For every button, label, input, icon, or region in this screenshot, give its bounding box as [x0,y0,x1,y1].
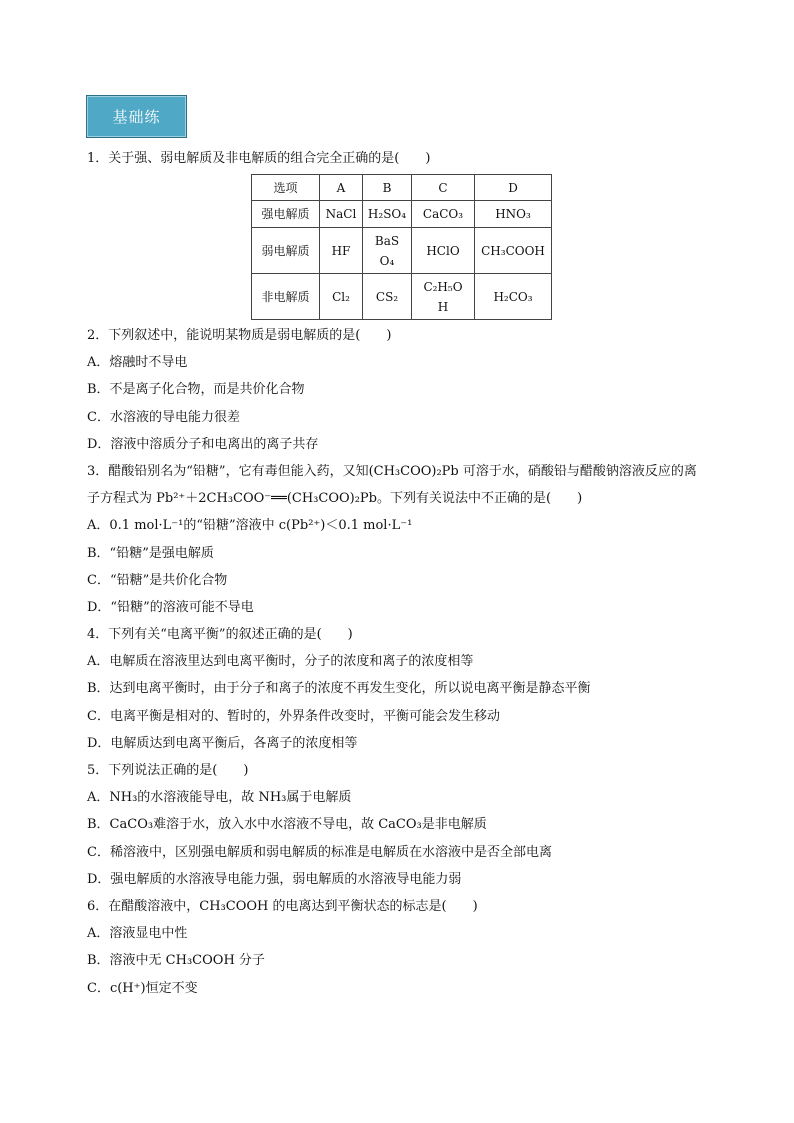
table-cell: D [475,175,552,201]
table-header-row [252,175,552,201]
question-4: 4．下列有关“电离平衡”的叙述正确的是( ) [87,627,353,643]
option-c: C．“铅糖”是共价化合物 [87,572,228,588]
answer-choice-table [251,174,552,320]
option-b: B．“铅糖”是强电解质 [87,545,214,561]
table-cell: NaCl [320,201,363,228]
table-cell: B [363,175,412,201]
option-c: C．c(H⁺)恒定不变 [87,980,198,996]
question-content [87,146,727,1002]
option-d: D．“铅糖”的溶液可能不导电 [87,599,254,615]
option-a: A．熔融时不导电 [87,355,188,371]
section-title-badge: 基础练 [86,95,187,138]
option-c: C．电离平衡是相对的、暂时的，外界条件改变时，平衡可能会发生移动 [87,708,500,724]
table-cell [363,228,412,274]
question-5: 5．下列说法正确的是( ) [87,763,249,778]
table-cell: Cl₂ [320,274,363,320]
option-d: D．溶液中溶质分子和电离出的离子共存 [87,436,319,452]
table-cell-text: CH₃COOH [481,243,545,258]
table-cell: 弱电解质 [252,228,320,274]
option-c: C．稀溶液中，区别强电解质和弱电解质的标准是电解质在水溶液中是否全部电离 [87,844,552,860]
table-cell [475,228,552,274]
table-cell: 选项 [252,175,320,201]
question-2: 2．下列叙述中，能说明某物质是弱电解质的是( ) [87,328,392,343]
option-c: C．水溶液的导电能力很差 [87,409,240,425]
option-b: B．溶液中无 CH₃COOH 分子 [87,953,265,969]
table-row [252,228,552,274]
table-cell: A [320,175,363,201]
question-6: 6．在醋酸溶液中，CH₃COOH 的电离达到平衡状态的标志是( ) [87,898,478,914]
table-cell: C [412,175,475,201]
table-cell: H₂CO₃ [475,274,552,320]
question-3-line-2: 子方程式为 Pb²⁺＋2CH₃COO⁻══(CH₃COO)₂Pb。下列有关说法中不正确的是( ) [87,491,583,507]
table-cell: HF [320,228,363,274]
question-3-line-1: 3．醋酸铅别名为“铅糖”，它有毒但能入药，又知(CH₃COO)₂Pb 可溶于水，硝酸铅与醋酸钠溶液反应的离 [87,463,697,479]
table-cell: H₂SO₄ [363,201,412,228]
option-a: A．0.1 mol·L⁻¹的“铅糖”溶液中 c(Pb²⁺)＜0.1 mol·L⁻¹ [87,518,413,534]
table-row [252,274,552,320]
option-a: A．NH₃的水溶液能导电，故 NH₃属于电解质 [87,790,352,806]
table-cell: 强电解质 [252,201,320,228]
table-cell: CaCO₃ [412,201,475,228]
option-a: A．电解质在溶液里达到电离平衡时，分子的浓度和离子的浓度相等 [87,654,474,670]
table-cell: HNO₃ [475,201,552,228]
option-a: A．溶液显电中性 [87,926,188,942]
table-row [252,201,552,228]
table-cell: HClO [412,228,475,274]
table-cell: CS₂ [363,274,412,320]
option-b: B．不是离子化合物，而是共价化合物 [87,382,305,398]
table-cell: 非电解质 [252,274,320,320]
question-1: 1．关于强、弱电解质及非电解质的组合完全正确的是( ) [87,151,431,166]
table-cell [412,274,475,320]
option-b: B．CaCO₃难溶于水，放入水中水溶液不导电，故 CaCO₃是非电解质 [87,817,487,833]
table-cell-text: C₂H₅OH [423,279,463,314]
option-d: D．电解质达到电离平衡后，各离子的浓度相等 [87,735,358,751]
table-cell-text: BaSO₄ [374,233,400,268]
option-b: B．达到电离平衡时，由于分子和离子的浓度不再发生变化，所以说电离平衡是静态平衡 [87,681,591,697]
option-d: D．强电解质的水溶液导电能力强，弱电解质的水溶液导电能力弱 [87,871,462,887]
